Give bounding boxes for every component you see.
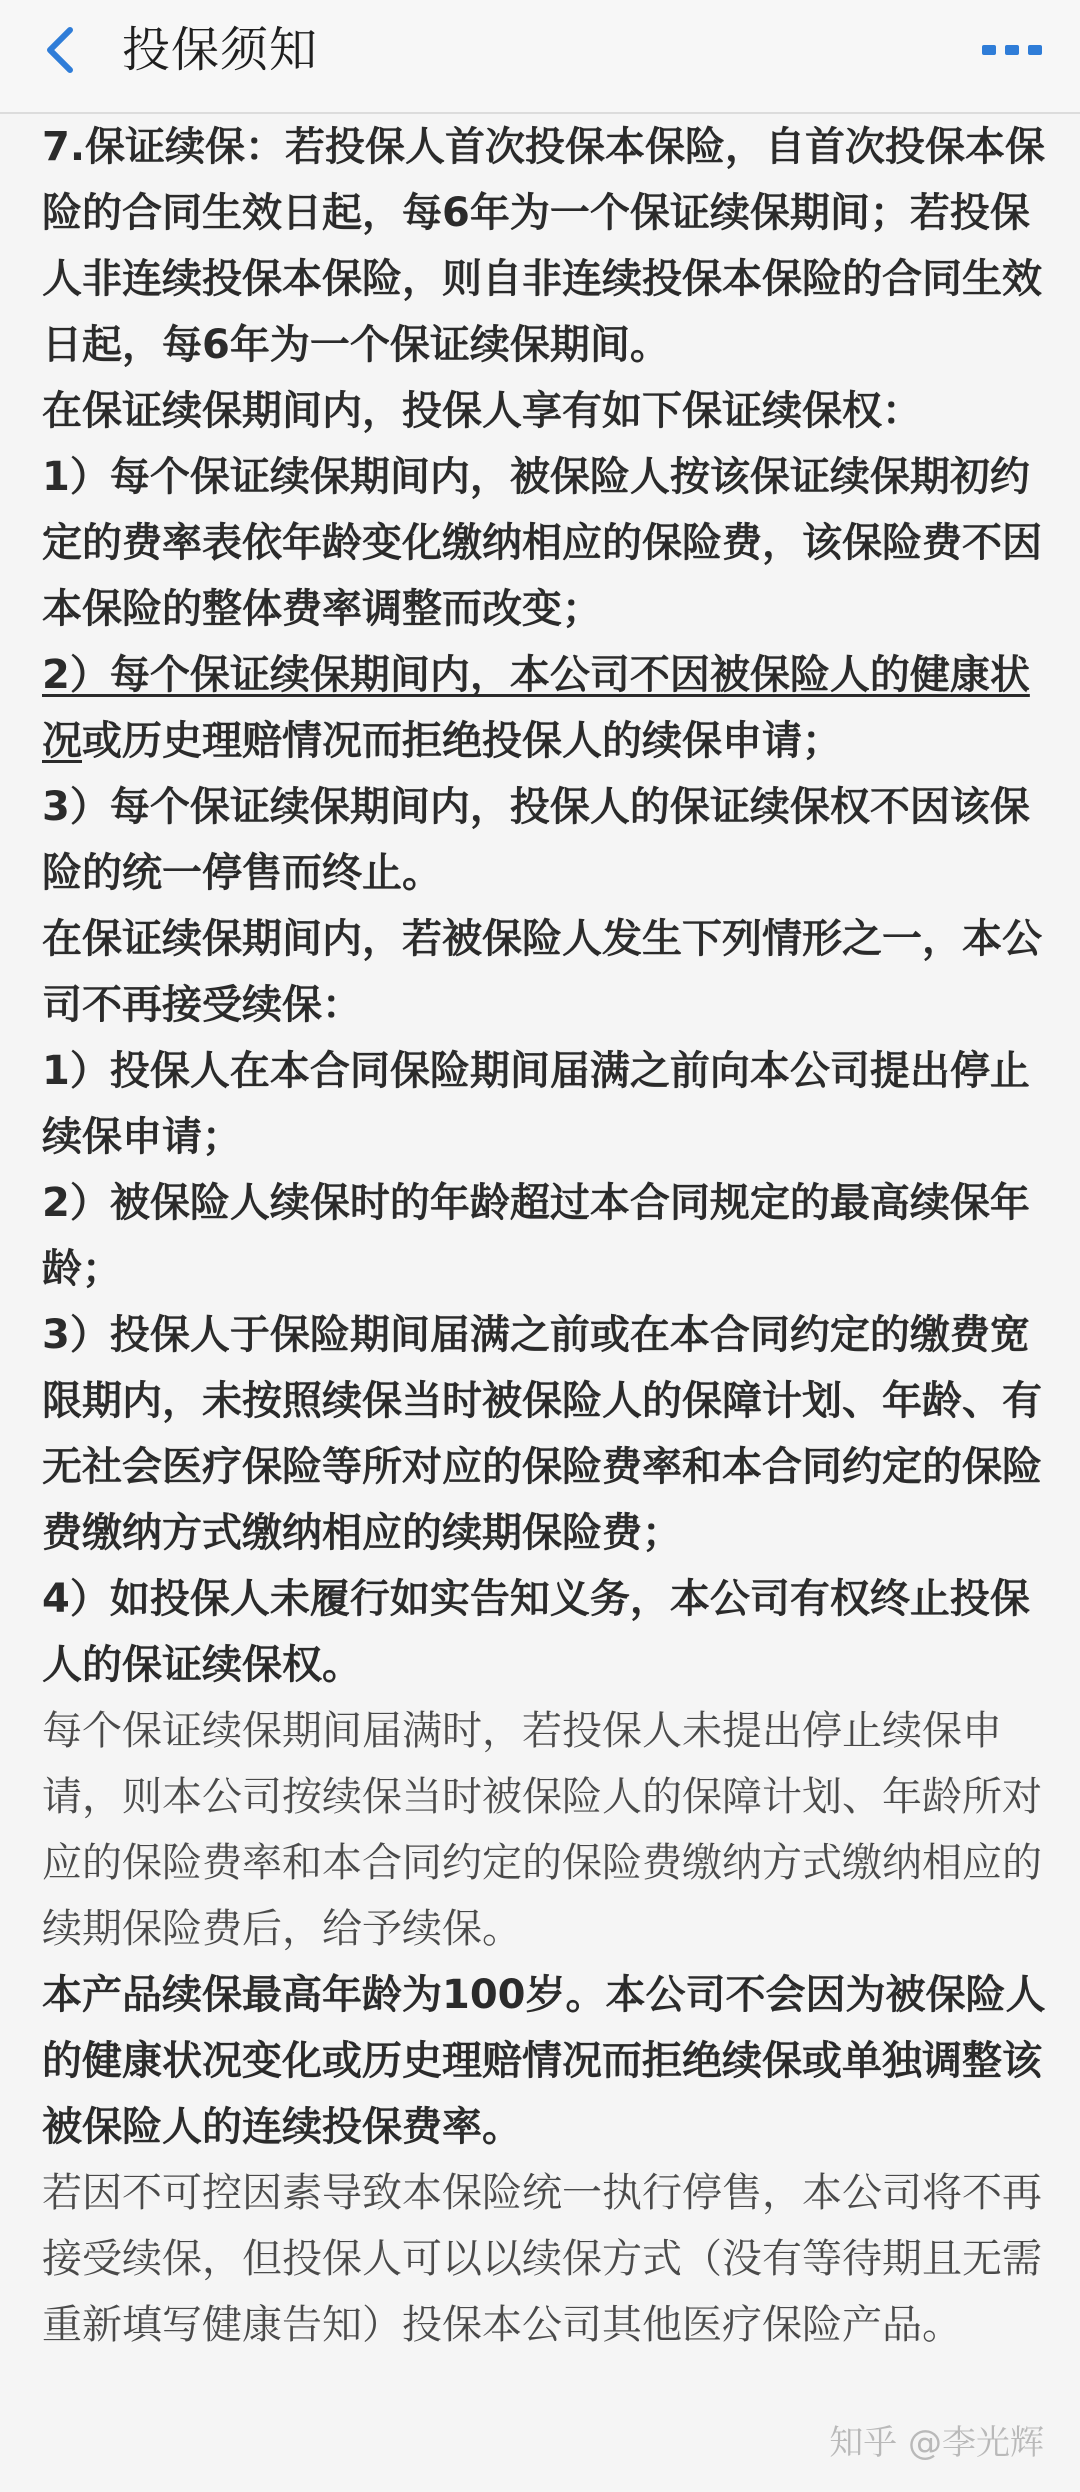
renewal-exclusion-3: 3）投保人于保险期间届满之前或在本合同约定的缴费宽限期内，未按照续保当时被保险人的保障计划、年龄、有无社会医疗保险等所对应的保险费率和本合同约定的保险费缴纳方式缴纳相应的续期保险费； <box>42 1312 1042 1556</box>
renewal-right-2-underlined: 2）每个保证续保期间内，本公司不因被保险人的健康状况 <box>42 652 1030 764</box>
more-horizontal-icon <box>980 40 1044 60</box>
more-button[interactable] <box>976 20 1048 80</box>
renewal-expiry-paragraph: 每个保证续保期间届满时，若投保人未提出停止续保申请，则本公司按续保当时被保险人的保障计划、年龄所对应的保险费率和本合同约定的保险费缴纳方式缴纳相应的续期保险费后，给予续保。 <box>42 1708 1042 1952</box>
notice-content <box>42 114 1052 2358</box>
page-title: 投保须知 <box>122 22 319 78</box>
renewal-exclusions-intro: 在保证续保期间内，若被保险人发生下列情形之一，本公司不再接受续保： <box>42 916 1042 1028</box>
renewal-right-1: 1）每个保证续保期间内，被保险人按该保证续保期初约定的费率表依年龄变化缴纳相应的保险费，该保险费不因本保险的整体费率调整而改变； <box>42 454 1042 632</box>
max-renewal-age-paragraph: 本产品续保最高年龄为100岁。本公司不会因为被保险人的健康状况变化或历史理赔情况而拒绝续保或单独调整该被保险人的连续投保费率。 <box>42 1972 1046 2150</box>
watermark: 知乎 @李光辉 <box>829 2423 1044 2463</box>
clause-guaranteed-renewal: 7.保证续保：若投保人首次投保本保险，自首次投保本保险的合同生效日起，每6年为一个保证续保期间；若投保人非连续投保本保险，则自非连续投保本保险的合同生效日起，每6年为一个保证续保期间。 <box>42 124 1046 368</box>
renewal-rights-intro: 在保证续保期间内，投保人享有如下保证续保权： <box>42 388 922 434</box>
back-button[interactable] <box>28 18 92 82</box>
renewal-exclusion-1: 1）投保人在本合同保险期间届满之前向本公司提出停止续保申请； <box>42 1048 1030 1160</box>
renewal-exclusion-2: 2）被保险人续保时的年龄超过本合同规定的最高续保年龄； <box>42 1180 1030 1292</box>
renewal-right-3: 3）每个保证续保期间内，投保人的保证续保权不因该保险的统一停售而终止。 <box>42 784 1030 896</box>
discontinuation-paragraph: 若因不可控因素导致本保险统一执行停售，本公司将不再接受续保，但投保人可以以续保方式（没有等待期且无需重新填写健康告知）投保本公司其他医疗保险产品。 <box>42 2170 1042 2348</box>
renewal-right-2 <box>42 642 1052 774</box>
renewal-right-2-rest: 或历史理赔情况而拒绝投保人的续保申请； <box>82 718 842 764</box>
chevron-left-icon <box>40 24 80 76</box>
renewal-exclusion-4: 4）如投保人未履行如实告知义务，本公司有权终止投保人的保证续保权。 <box>42 1576 1030 1688</box>
top-navigation-bar <box>0 0 1080 114</box>
